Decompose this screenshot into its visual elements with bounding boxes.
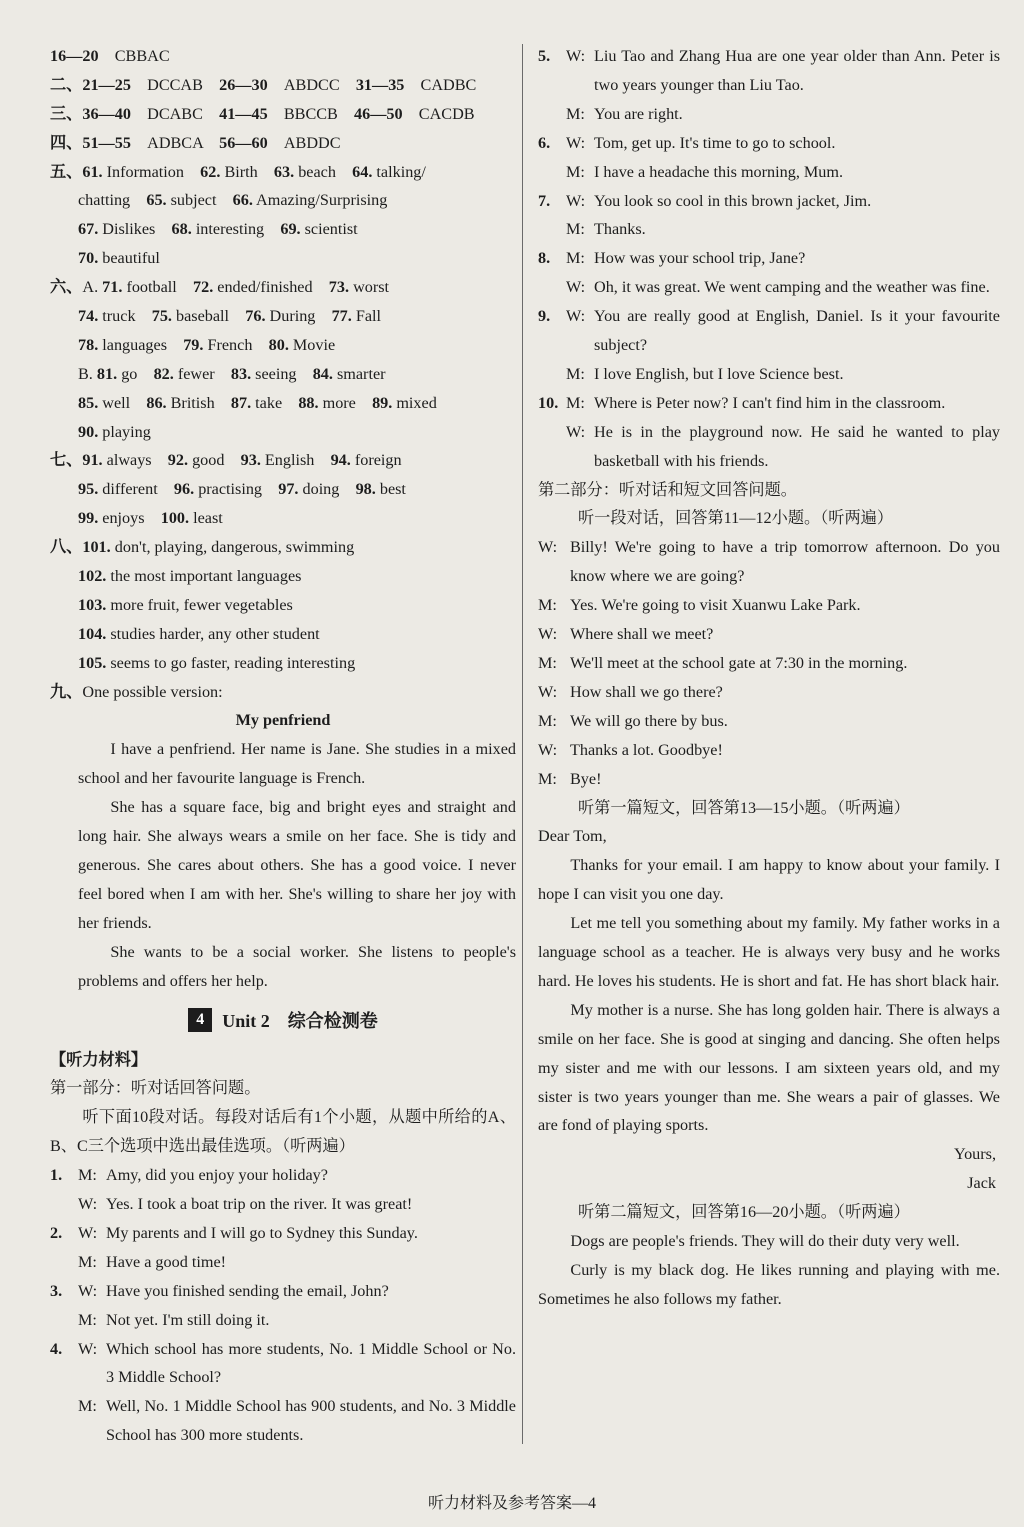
part1-instructions: 听下面10段对话。每段对话后有1个小题，从题中所给的A、B、C三个选项中选出最佳选项。（听两遍） — [50, 1108, 516, 1156]
conversation-line — [538, 649, 1000, 678]
letter-paragraph: My mother is a nurse. She has long golden hair. There is always a smile on her face. She is good at singing and dancing. She often helps my sister and me with our lessons. I am sixteen years old, and my sister is two years younger than me. She wears a pair of glasses. We are fond of playing sports. — [538, 1000, 1000, 1135]
answer-line: 70. beautiful — [78, 249, 160, 268]
speaker-label: M: — [78, 1252, 97, 1271]
speaker-label: W: — [566, 278, 586, 297]
question-number: 7. — [538, 191, 551, 210]
speaker-label: W: — [78, 1195, 98, 1214]
conversation-line — [538, 591, 1000, 620]
part1-title: 第一部分：听对话回答问题。 — [50, 1079, 261, 1098]
dialogue-text: How was your school trip, Jane? — [594, 249, 806, 268]
question-number — [50, 1392, 78, 1450]
dialogue-line — [538, 360, 1000, 389]
question-number: 5. — [538, 47, 551, 65]
answer-line: 二、21—25 DCCAB 26—30 ABDCC 31—35 CADBC — [50, 75, 477, 94]
dialogue-text: Not yet. I'm still doing it. — [106, 1310, 270, 1329]
letter-signature: Jack — [967, 1174, 996, 1193]
dialogue-line — [50, 1277, 516, 1306]
dialogue-line — [538, 302, 1000, 360]
conversation-text: Bye! — [570, 769, 602, 788]
question-number: 4. — [50, 1339, 63, 1358]
speaker-label: W: — [78, 1281, 98, 1300]
question-number — [538, 360, 566, 389]
answer-line: 三、36—40 DCABC 41—45 BBCCB 46—50 CACDB — [50, 104, 475, 123]
answer-line: 74. truck 75. baseball 76. During 77. Fall — [78, 307, 382, 326]
speaker-label: W: — [566, 191, 586, 210]
speaker-label: W: — [538, 682, 558, 701]
speaker-label: M: — [566, 393, 585, 412]
speaker-label: M: — [538, 654, 557, 672]
dialogue-text: Liu Tao and Zhang Hua are one year older than Ann. Peter is two years younger than Liu Tao. — [594, 47, 1000, 94]
speaker-label: W: — [538, 538, 558, 557]
speaker-label: W: — [566, 307, 586, 326]
question-number: 9. — [538, 307, 551, 326]
conversation-text: Thanks a lot. Goodbye! — [570, 740, 723, 759]
answer-line: 85. well 86. British 87. take 88. more 89. mixed — [78, 393, 437, 412]
column-divider — [522, 44, 523, 1444]
question-number — [538, 273, 566, 302]
question-number — [50, 1248, 78, 1277]
dialogue-text: Where is Peter now? I can't find him in the classroom. — [594, 393, 946, 412]
speaker-label: W: — [78, 1339, 98, 1358]
listening-label: 【听力材料】 — [50, 1050, 148, 1069]
question-number: 2. — [50, 1223, 63, 1242]
right-column — [538, 42, 1000, 1314]
speaker-label: W: — [566, 133, 586, 152]
dialogue-line — [538, 100, 1000, 129]
dialogue-line — [538, 244, 1000, 273]
question-number — [538, 418, 566, 476]
letter-paragraph: Let me tell you something about my family. My father works in a language school as a teacher. He is always very busy and he works hard. He loves his students. He is short and fat. He has short black hair. — [538, 914, 1000, 990]
answer-line: 78. languages 79. French 80. Movie — [78, 335, 336, 354]
speaker-label: M: — [78, 1397, 97, 1416]
question-number — [538, 100, 566, 129]
unit-heading — [50, 1000, 516, 1040]
conversation-text: How shall we go there? — [570, 682, 723, 701]
dialogue-list — [50, 1161, 516, 1450]
speaker-label: M: — [538, 596, 557, 615]
dialogue-heading: 听一段对话，回答第11—12小题。（听两遍） — [578, 509, 894, 528]
conversation-text: Billy! We're going to have a trip tomorrow afternoon. Do you know where we are going? — [570, 538, 1000, 586]
speaker-label: M: — [566, 162, 585, 181]
conversation-text: We'll meet at the school gate at 7:30 in the morning. — [570, 654, 908, 672]
dialogue-line — [538, 418, 1000, 476]
speaker-label: W: — [78, 1223, 98, 1242]
part2-title: 第二部分：听对话和短文回答问题。 — [538, 480, 797, 499]
conversation-line — [538, 533, 1000, 591]
dialogue-line — [50, 1335, 516, 1393]
dialogue-text: Have a good time! — [106, 1252, 227, 1271]
essay-paragraph: I have a penfriend. Her name is Jane. She studies in a mixed school and her favourite language is French. — [78, 740, 516, 788]
dialogue-line — [50, 1392, 516, 1450]
conversation — [538, 533, 1000, 793]
question-number — [538, 158, 566, 187]
speaker-label: M: — [538, 711, 557, 730]
dialogue-text: Which school has more students, No. 1 Middle School or No. 3 Middle School? — [106, 1339, 516, 1387]
dialogue-line — [538, 215, 1000, 244]
dialogue-text: You look so cool in this brown jacket, Jim. — [594, 191, 872, 210]
speaker-label: M: — [78, 1310, 97, 1329]
dialogue-text: Amy, did you enjoy your holiday? — [106, 1166, 328, 1185]
answer-line: 102. the most important languages — [78, 567, 302, 586]
answer-line: 四、51—55 ADBCA 56—60 ABDDC — [50, 133, 341, 152]
unit-title: Unit 2 综合检测卷 — [222, 1010, 378, 1031]
essay-title: My penfriend — [235, 711, 331, 730]
letter-greeting: Dear Tom, — [538, 827, 607, 846]
conversation-line — [538, 765, 1000, 794]
conversation-text: Where shall we meet? — [570, 625, 714, 644]
conversation-line — [538, 707, 1000, 736]
dialogue-list — [538, 42, 1000, 476]
dialogue-line — [50, 1248, 516, 1277]
answer-line: 16—20 CBBAC — [50, 47, 170, 65]
passage2-heading: 听第二篇短文，回答第16—20小题。（听两遍） — [578, 1203, 910, 1222]
speaker-label: W: — [538, 740, 558, 759]
dialogue-text: Thanks. — [594, 220, 646, 239]
dialogue-line — [50, 1161, 516, 1190]
passage1-heading: 听第一篇短文，回答第13—15小题。（听两遍） — [578, 798, 910, 817]
conversation-line — [538, 620, 1000, 649]
dialogue-text: He is in the playground now. He said he wanted to play basketball with his friends. — [594, 422, 1000, 470]
answer-line: 八、101. don't, playing, dangerous, swimming — [50, 538, 355, 557]
answer-line: 105. seems to go faster, reading interesting — [78, 653, 356, 672]
speaker-label: M: — [566, 104, 585, 123]
answer-line: 六、A. 71. football 72. ended/finished 73. worst — [50, 278, 390, 297]
dialogue-text: You are right. — [594, 104, 683, 123]
letter-closing: Yours, — [954, 1145, 996, 1164]
conversation-line — [538, 736, 1000, 765]
page-footer: 听力材料及参考答案—4 — [427, 1495, 596, 1512]
dialogue-text: Well, No. 1 Middle School has 900 students, and No. 3 Middle School has 300 more students. — [106, 1397, 516, 1445]
essay-paragraph: She wants to be a social worker. She listens to people's problems and offers her help. — [78, 942, 516, 990]
question-number — [50, 1190, 78, 1219]
answer-line: 九、One possible version: — [50, 682, 223, 701]
passage-paragraph: Curly is my black dog. He likes running and playing with me. Sometimes he also follows my father. — [538, 1260, 1000, 1308]
dialogue-line — [538, 389, 1000, 418]
speaker-label: M: — [538, 769, 557, 788]
answer-line: 67. Dislikes 68. interesting 69. scientist — [78, 220, 358, 239]
answer-line: 104. studies harder, any other student — [78, 624, 320, 643]
dialogue-text: I love English, but I love Science best. — [594, 364, 844, 383]
speaker-label: W: — [566, 422, 586, 441]
dialogue-text: Tom, get up. It's time to go to school. — [594, 133, 836, 152]
speaker-label: M: — [566, 220, 585, 239]
dialogue-text: I have a headache this morning, Mum. — [594, 162, 844, 181]
answer-line: 103. more fruit, fewer vegetables — [78, 595, 293, 614]
answer-line: 99. enjoys 100. least — [78, 509, 223, 528]
speaker-label: M: — [566, 364, 585, 383]
dialogue-line — [538, 187, 1000, 216]
speaker-label: W: — [566, 47, 586, 65]
speaker-label: W: — [538, 625, 558, 644]
dialogue-text: Oh, it was great. We went camping and the weather was fine. — [594, 278, 990, 297]
question-number: 1. — [50, 1166, 63, 1185]
dialogue-line — [50, 1190, 516, 1219]
speaker-label: M: — [566, 249, 585, 268]
conversation-text: Yes. We're going to visit Xuanwu Lake Park. — [570, 596, 861, 615]
answer-line: 七、91. always 92. good 93. English 94. foreign — [50, 451, 402, 470]
question-number: 8. — [538, 249, 551, 268]
letter-paragraph: Thanks for your email. I am happy to know about your family. I hope I can visit you one day. — [538, 856, 1000, 904]
unit-number-badge: 4 — [188, 1008, 212, 1032]
dialogue-text: My parents and I will go to Sydney this Sunday. — [106, 1223, 418, 1242]
dialogue-line — [538, 273, 1000, 302]
dialogue-line — [50, 1306, 516, 1335]
passage-paragraph: Dogs are people's friends. They will do their duty very well. — [570, 1232, 960, 1251]
question-number: 10. — [538, 393, 559, 412]
answer-line: B. 81. go 82. fewer 83. seeing 84. smarter — [78, 364, 386, 383]
answer-line: 五、61. Information 62. Birth 63. beach 64. talking/ — [50, 162, 426, 181]
dialogue-text: Have you finished sending the email, John? — [106, 1281, 389, 1300]
dialogue-line — [538, 42, 1000, 100]
speaker-label: M: — [78, 1166, 97, 1185]
answer-line: 95. different 96. practising 97. doing 98. best — [78, 480, 406, 499]
dialogue-line — [538, 129, 1000, 158]
dialogue-text: You are really good at English, Daniel. Is it your favourite subject? — [594, 307, 1000, 355]
question-number: 6. — [538, 133, 551, 152]
conversation-text: We will go there by bus. — [570, 711, 728, 730]
answer-line: chatting 65. subject 66. Amazing/Surprising — [78, 191, 388, 210]
left-column — [50, 42, 516, 1450]
conversation-line — [538, 678, 1000, 707]
question-number — [538, 215, 566, 244]
dialogue-line — [538, 158, 1000, 187]
answer-line: 90. playing — [78, 422, 151, 441]
dialogue-text: Yes. I took a boat trip on the river. It was great! — [106, 1195, 413, 1214]
dialogue-line — [50, 1219, 516, 1248]
question-number: 3. — [50, 1281, 63, 1300]
essay-paragraph: She has a square face, big and bright eyes and straight and long hair. She always wears a smile on her face. She is tidy and generous. She cares about others. She has a good voice. I never feel bored when I am with her. She's willing to share her joy with her friends. — [78, 798, 516, 932]
question-number — [50, 1306, 78, 1335]
